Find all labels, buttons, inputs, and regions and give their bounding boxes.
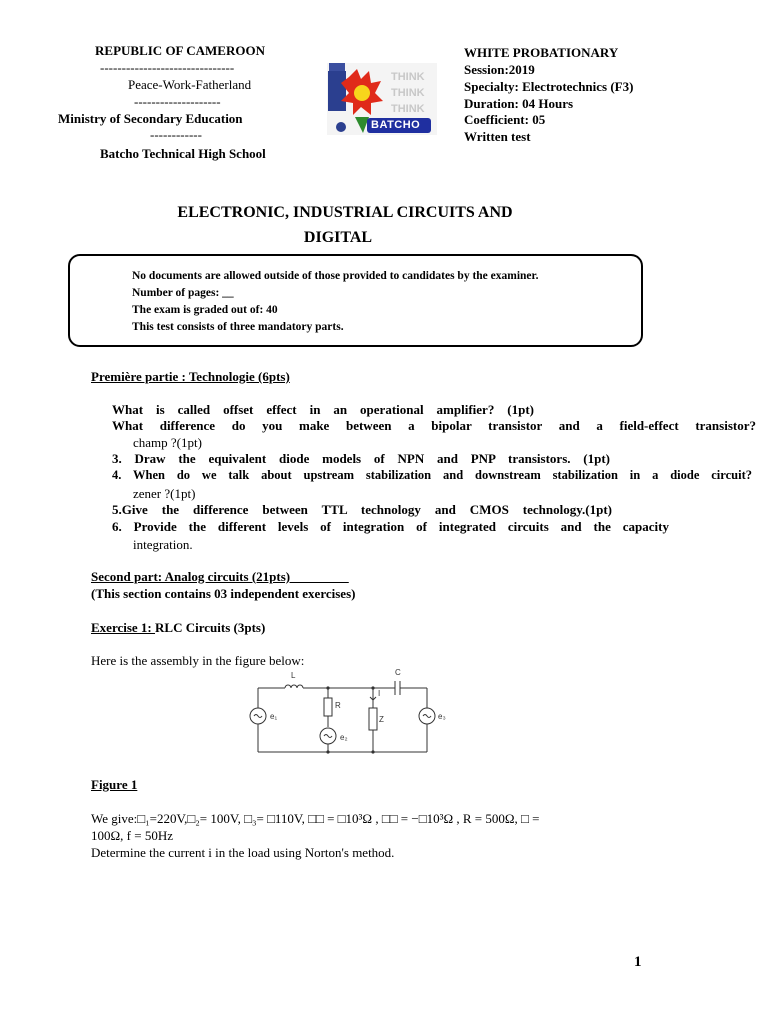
national-motto: Peace-Work-Fatherland (128, 77, 252, 92)
question-5: 5.Give the difference between TTL technology and CMOS technology.(1pt) (112, 502, 612, 517)
question-2-cont: champ ?(1pt) (133, 435, 202, 450)
label-inductor: L (291, 671, 296, 680)
country-name: REPUBLIC OF CAMEROON (95, 43, 265, 58)
label-current: I (378, 689, 381, 698)
instruction-item: Number of pages: __ (132, 287, 234, 299)
label-source-e3: e₃ (438, 712, 446, 721)
exercise1-intro: Here is the assembly in the figure below: (91, 653, 305, 668)
page-number: 1 (634, 954, 642, 970)
part2-subheading: (This section contains 03 independent exercises) (91, 586, 356, 601)
rlc-circuit-diagram (245, 666, 460, 760)
figure-caption: Figure 1 (91, 777, 138, 792)
exercise1-given: We give:□₁=220V,□₂= 100V, □₃= □110V, □□ = □10³Ω , □□ = −□10³Ω , R = 500Ω, □ = (91, 811, 540, 826)
exam-coefficient: Coefficient: 05 (464, 112, 546, 127)
label-load: Z (379, 715, 384, 724)
question-4: 4. When do we talk about upstream stabilization and downstream stabilization in a diode circuit? (112, 468, 752, 482)
exercise1-task: Determine the current i in the load using Norton's method. (91, 845, 395, 860)
exercise1-given-cont: 100Ω, f = 50Hz (91, 828, 173, 843)
question-3: 3. Draw the equivalent diode models of NPN and PNP transistors. (1pt) (112, 451, 610, 466)
school-name: Batcho Technical High School (100, 146, 266, 161)
instruction-item: The exam is graded out of: 40 (132, 304, 278, 316)
exercise1-heading: Exercise 1: RLC Circuits (3pts) (91, 620, 266, 635)
exam-title-line-1: ELECTRONIC, INDUSTRIAL CIRCUITS AND (177, 204, 513, 221)
instructions-list (112, 268, 632, 336)
part1-heading: Première partie : Technologie (6pts) (91, 369, 290, 384)
exam-duration: Duration: 04 Hours (464, 96, 574, 111)
question-1: What is called offset effect in an operational amplifier? (1pt) (112, 402, 534, 417)
logo-text: BATCHO (371, 119, 421, 131)
label-source-e1: e₁ (270, 712, 278, 721)
header-divider: ------------------------------- (100, 60, 235, 75)
instruction-item: No documents are allowed outside of those provided to candidates by the examiner. (132, 270, 539, 282)
header-divider: -------------------- (134, 94, 221, 109)
exam-specialty: Specialty: Electrotechnics (F3) (464, 79, 634, 94)
exam-title-line-2: DIGITAL (303, 229, 373, 246)
question-4-cont: zener ?(1pt) (133, 486, 196, 501)
exam-session: Session:2019 (464, 62, 535, 77)
school-logo (327, 63, 437, 135)
instruction-item: This test consists of three mandatory parts. (132, 321, 344, 333)
question-6-cont: integration. (133, 537, 193, 552)
header-divider: ------------ (150, 127, 202, 142)
exam-type: Written test (464, 129, 531, 144)
question-2: What difference do you make between a bipolar transistor and a field-effect transistor? (112, 418, 756, 433)
label-capacitor: C (395, 668, 401, 677)
logo-watermark: THINK THINK THINK (391, 71, 425, 115)
label-source-e2: e₂ (340, 733, 348, 742)
ministry-name: Ministry of Secondary Education (58, 111, 243, 126)
part2-heading: Second part: Analog circuits (21pts)_________ (91, 569, 349, 584)
question-6: 6. Provide the different levels of integration of integrated circuits and the capacity (112, 519, 669, 534)
exam-name: WHITE PROBATIONARY (464, 45, 619, 60)
label-resistor: R (335, 701, 341, 710)
